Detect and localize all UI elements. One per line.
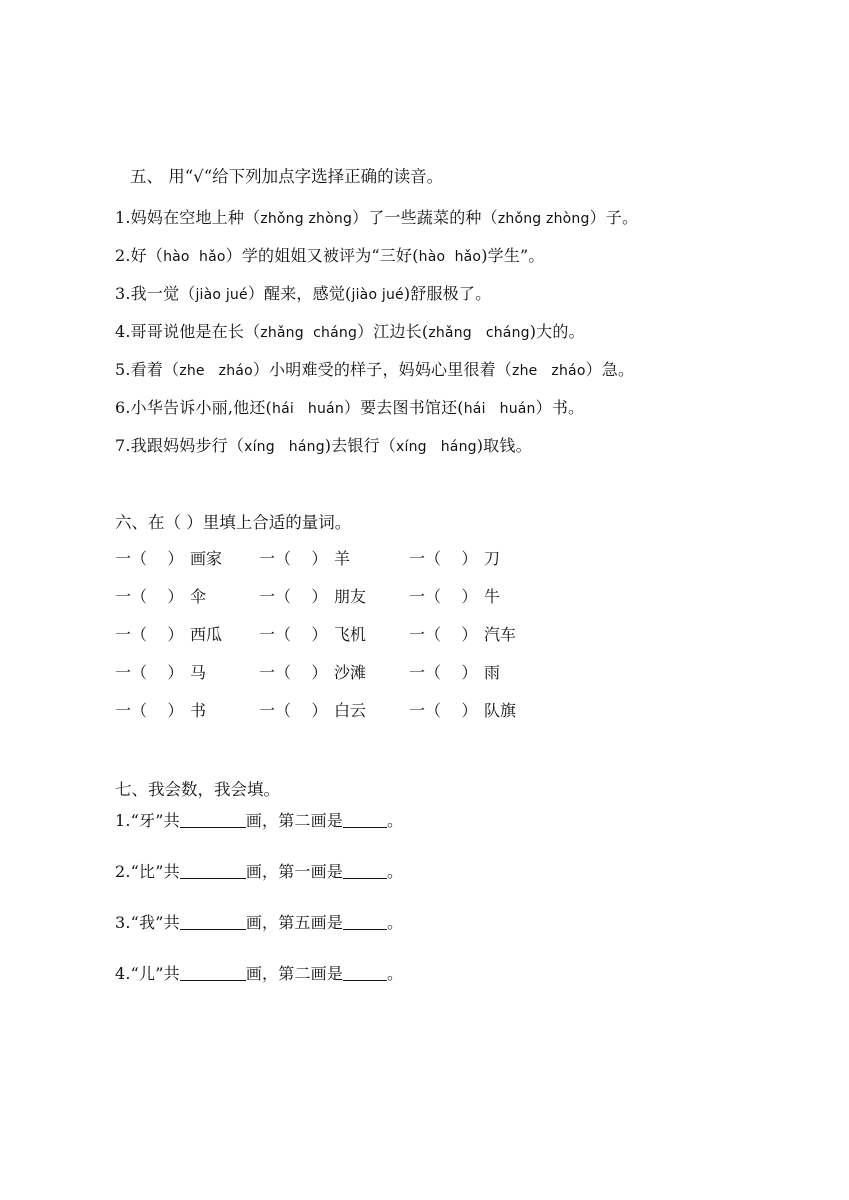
pinyin-options[interactable]: zhǒng zhòng	[497, 211, 590, 227]
question-number: 2.	[115, 862, 131, 881]
question-text: 画，第五画是	[245, 913, 344, 932]
question-text: )去银行（	[324, 436, 397, 455]
stroke-name-blank[interactable]	[343, 964, 387, 981]
stroke-name-blank[interactable]	[343, 913, 387, 930]
measure-word-noun: 朋友	[334, 587, 367, 606]
question-end: 。	[387, 964, 404, 983]
question-text: ）了一些蔬菜的种（	[352, 208, 498, 227]
pinyin-options[interactable]: hái huán	[272, 401, 344, 417]
pinyin-question-4	[115, 319, 585, 342]
measure-word-blank[interactable]: 一（ ）	[115, 587, 184, 606]
question-text: )大的。	[529, 322, 585, 341]
stroke-count-blank[interactable]	[180, 913, 246, 930]
question-text: ）急。	[585, 360, 635, 379]
pinyin-question-3	[115, 281, 491, 304]
measure-word-blank[interactable]: 一（ ）	[409, 625, 478, 644]
pinyin-options[interactable]: hái huán	[463, 401, 536, 417]
question-end: 。	[387, 913, 404, 932]
measure-word-noun: 马	[190, 663, 207, 682]
stroke-count-blank[interactable]	[180, 811, 246, 828]
measure-word-blank[interactable]: 一（ ）	[115, 663, 184, 682]
pinyin-options[interactable]: jiào jué	[351, 287, 404, 303]
pinyin-options[interactable]: zhǎng cháng	[260, 325, 358, 341]
question-text: ）书。	[535, 398, 585, 417]
question-text: ）江边长(	[357, 322, 429, 341]
question-text: 画，第一画是	[245, 862, 344, 881]
measure-word-blank[interactable]: 一（ ）	[259, 625, 328, 644]
question-text: )舒服极了。	[403, 284, 492, 303]
question-char: “比”共	[130, 862, 180, 881]
measure-word-noun: 画家	[190, 549, 223, 568]
measure-word-noun: 羊	[334, 549, 351, 568]
measure-word-blank[interactable]: 一（ ）	[409, 701, 478, 720]
question-end: 。	[387, 811, 404, 830]
measure-word-noun: 刀	[484, 549, 501, 568]
measure-word-blank[interactable]: 一（ ）	[259, 587, 328, 606]
measure-word-noun: 西瓜	[190, 625, 223, 644]
question-text: ）子。	[589, 208, 639, 227]
question-text: 5.看着（	[115, 360, 180, 379]
measure-word-blank[interactable]: 一（ ）	[409, 549, 478, 568]
pinyin-options[interactable]: hào hǎo	[163, 249, 226, 265]
measure-word-blank[interactable]: 一（ ）	[259, 663, 328, 682]
question-text: )取钱。	[476, 436, 532, 455]
question-end: 。	[387, 862, 404, 881]
question-text: 画，第二画是	[245, 964, 344, 983]
measure-word-noun: 沙滩	[334, 663, 367, 682]
measure-word-blank[interactable]: 一（ ）	[409, 587, 478, 606]
section5-title: 五、 用“√“给下列加点字选择正确的读音。	[130, 167, 444, 186]
section7-title: 七、我会数，我会填。	[115, 780, 280, 799]
pinyin-options[interactable]: zhǒng zhòng	[260, 211, 353, 227]
pinyin-options[interactable]: hào hǎo	[418, 249, 482, 265]
question-text: 画，第二画是	[245, 811, 344, 830]
question-char: “儿”共	[130, 964, 180, 983]
measure-word-blank[interactable]: 一（ ）	[115, 625, 184, 644]
measure-word-noun: 飞机	[334, 625, 367, 644]
pinyin-options[interactable]: zhe zháo	[512, 363, 586, 379]
question-text: ）醒来，感觉(	[247, 284, 352, 303]
question-text: 6.小华告诉小丽,他还(	[115, 398, 272, 417]
pinyin-question-5	[115, 357, 634, 380]
measure-word-noun: 汽车	[484, 625, 517, 644]
pinyin-options[interactable]: xíng háng	[396, 439, 477, 455]
measure-word-noun: 牛	[484, 587, 501, 606]
pinyin-options[interactable]: jiào jué	[195, 287, 248, 303]
stroke-question-3	[115, 910, 403, 933]
question-text: ）要去图书馆还(	[343, 398, 464, 417]
question-char: “我”共	[130, 913, 180, 932]
stroke-question-2	[115, 859, 403, 882]
stroke-name-blank[interactable]	[343, 862, 387, 879]
question-text: )学生”。	[481, 246, 545, 265]
question-text: ）小明难受的样子，妈妈心里很着（	[252, 360, 513, 379]
question-text: 4.哥哥说他是在长（	[115, 322, 261, 341]
question-number: 1.	[115, 811, 131, 830]
question-number: 4.	[115, 964, 131, 983]
measure-word-blank[interactable]: 一（ ）	[115, 701, 184, 720]
pinyin-question-7	[115, 433, 532, 456]
measure-word-blank[interactable]: 一（ ）	[259, 549, 328, 568]
pinyin-question-1	[115, 205, 638, 228]
section6-title: 六、在（ ）里填上合适的量词。	[115, 513, 352, 532]
question-char: “牙”共	[130, 811, 180, 830]
measure-word-noun: 书	[190, 701, 207, 720]
pinyin-options[interactable]: xíng háng	[244, 439, 325, 455]
measure-word-noun: 队旗	[484, 701, 517, 720]
measure-word-blank[interactable]: 一（ ）	[115, 549, 184, 568]
question-number: 3.	[115, 913, 131, 932]
pinyin-question-6	[115, 395, 584, 418]
measure-word-noun: 雨	[484, 663, 501, 682]
stroke-question-4	[115, 961, 403, 984]
measure-word-blank[interactable]: 一（ ）	[259, 701, 328, 720]
question-text: 3.我一觉（	[115, 284, 196, 303]
pinyin-question-2	[115, 243, 545, 266]
question-text: 2.好（	[115, 246, 164, 265]
stroke-count-blank[interactable]	[180, 964, 246, 981]
measure-word-blank[interactable]: 一（ ）	[409, 663, 478, 682]
measure-word-noun: 白云	[334, 701, 367, 720]
stroke-count-blank[interactable]	[180, 862, 246, 879]
question-text: 7.我跟妈妈步行（	[115, 436, 245, 455]
stroke-question-1	[115, 808, 403, 831]
measure-word-noun: 伞	[190, 587, 207, 606]
pinyin-options[interactable]: zhǎng cháng	[428, 325, 530, 341]
question-text: 1.妈妈在空地上种（	[115, 208, 261, 227]
pinyin-options[interactable]: zhe zháo	[179, 363, 253, 379]
stroke-name-blank[interactable]	[343, 811, 387, 828]
question-text: ）学的姐姐又被评为“三好(	[225, 246, 419, 265]
